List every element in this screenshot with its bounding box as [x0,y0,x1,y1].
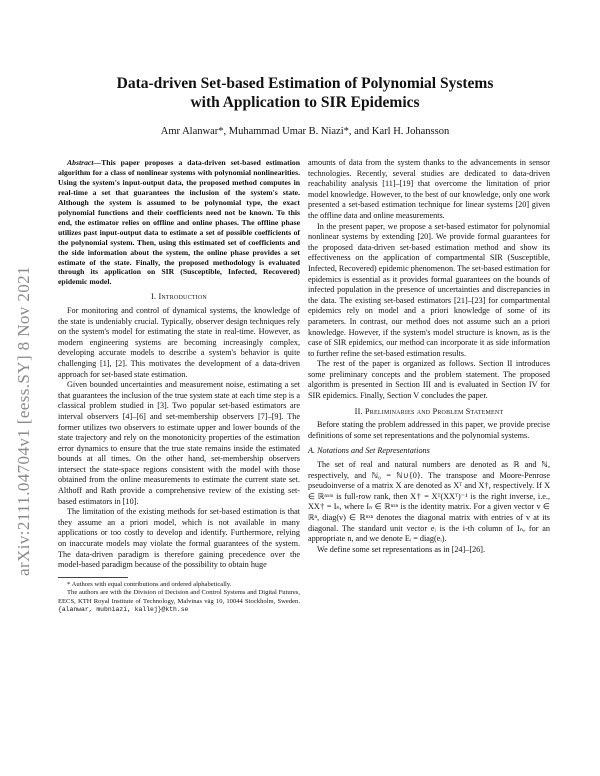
subsection-a-heading: A. Notations and Set Representations [308,446,430,456]
author-list: Amr Alanwar*, Muhammad Umar B. Niazi*, and Karl H. Johansson [160,126,450,137]
intro-paragraph-4: amounts of data from the system thanks to the advancements in sensor technologies. Recently, several studies are dedicated to data-driven reachability analysis [11]–[19] that overcome the limitation of prior model knowledge. However, to the best of our knowledge, only one work presented a set-based estimation technique for linear systems [20] given the offline data and online measurements. [308,158,550,220]
footnote-affiliation [58,589,300,614]
arxiv-identifier: arXiv:2111.04704v1 [eess.SY] 8 Nov 2021 [14,266,33,576]
footnote-rule [58,577,128,578]
section-1-heading: I. Introduction [151,292,207,302]
set-representation-intro: We define some set representations as in [24]–[26]. [317,544,486,554]
footnote-emails: {alanwar, mubniazi, kallej}@kth.se [58,606,189,614]
intro-paragraph-5: In the present paper, we propose a set-based estimator for polynomial nonlinear systems by extending [20]. We provide formal guarantees for the proposed data-driven set-based estimation method and show its effectiveness on the application of compartmental SIR (Susceptible, Infected, Recovered) epidemic phenomenon. The set-based estimation for epidemics is essential as it provides formal guarantees on the bounds of infected population in the presence of uncertainties and discrepancies in the data. The existing set-based estimators [21]–[23] for compartmental epidemics rely on model and a priori knowledge of some of its parameters. In contrast, our method does not assume such an a priori knowledge. However, if the system's model structure is known, as is the case of SIR epidemics, our method can incorporate it as side information to further refine the set-based estimation results. [308,221,550,358]
footnote-equal-contribution: * Authors with equal contributions and ordered alphabetically. [67,580,232,588]
abstract-text: —This paper proposes a data-driven set-based estimation algorithm for a class of nonlinear systems with polynomial nonlinearities. Using the system's input-output data, the proposed method computes in real-time a set that guarantees the inclusion of the system's state. Although the system is assumed to be polynomial type, the exact polynomial functions and their coefficients need not be known. To this end, the estimator relies on offline and online phases. The offline phase utilizes past input-output data to estimate a set of possible coefficients of the polynomial system. Then, using this estimated set of coefficients and the side information about the system, the online phase provides a set estimate of the state. Finally, the proposed methodology is evaluated through its application on SIR (Susceptible, Infected, Recovered) epidemic model. [58,158,300,287]
title-line-1: Data-driven Set-based Estimation of Polynomial Systems [116,75,494,92]
title-line-2: with Application to SIR Epidemics [190,94,420,111]
footnote-affiliation-text: The authors are with the Division of Decision and Control Systems and Digital Futures, EECS, KTH Royal Institute of Technology, Malvinas väg 10, 10044 Stockholm, Sweden. [58,589,300,605]
abstract [58,158,300,287]
abstract-label: Abstract [67,158,94,167]
notation-paragraph: The set of real and natural numbers are denoted as ℝ and ℕ, respectively, and ℕ₀ = ℕ∪{0}. The transpose and Moore-Penrose pseudoinverse of a matrix X are denoted as Xᵀ and X†, respectively. If X ∈ ℝⁿˣᵐ is full-row rank, then X† = Xᵀ(XXᵀ)⁻¹ is the right inverse, i.e., XX† = Iₙ, where Iₙ ∈ ℝⁿˣⁿ is the identity matrix. For a given vector v ∈ ℝⁿ, diag(v) ∈ ℝⁿˣⁿ denotes the diagonal matrix with entries of v at its diagonal. The standard unit vector eᵢ is the i-th column of Iₙ, for an appropriate n, and we denote Eᵢ = diag(eᵢ). [308,460,550,544]
paper-title [60,74,550,112]
section-2-heading: II. Preliminaries and Problem Statement [354,406,504,416]
right-column [308,158,550,555]
section-2-intro: Before stating the problem addressed in this paper, we provide precise definitions of some set representations and the polynomial systems. [308,420,550,440]
intro-paragraph-1: For monitoring and control of dynamical systems, the knowledge of the state is undeniably crucial. Typically, observer design techniques rely on the system's model for estimating the state in real-time. However, as modern engineering systems are becoming increasingly complex, developing accurate models to describe a system's behavior is quite challenging [1], [2]. This motivates the development of a data-driven approach for set-based state estimation. [58,305,300,379]
intro-paragraph-6: The rest of the paper is organized as follows. Section II introduces some preliminary concepts and the problem statement. The proposed algorithm is presented in Section III and is evaluated in Section IV for SIR epidemics. Finally, Section V concludes the paper. [308,359,550,401]
intro-paragraph-3: The limitation of the existing methods for set-based estimation is that they assume an a priori model, which is not available in many applications or too costly to develop and identify. Furthermore, relying on inaccurate models may violate the formal guarantees of the system. The data-driven paradigm is therefore gaining precedence over the model-based paradigm because of the possibility to obtain huge [58,507,300,570]
left-column [58,158,300,614]
intro-paragraph-2: Given bounded uncertainties and measurement noise, estimating a set that guarantees the inclusion of the true system state at each time step is a classical problem studied in [3]. Two popular set-based estimators are interval observers [4]–[6] and set-membership observers [7]–[9]. The former utilizes two observers to estimate upper and lower bounds of the state trajectory and rely on the monotonicity properties of the estimation error dynamics to ensure that the true state remains inside the estimated bounds at all times. On the other hand, set-membership observers intersect the state-space regions consistent with the model with those obtained from the online measurements to estimate the current state set. Althoff and Rath provide a comprehensive review of the existing set-based estimators in [10]. [58,380,300,506]
